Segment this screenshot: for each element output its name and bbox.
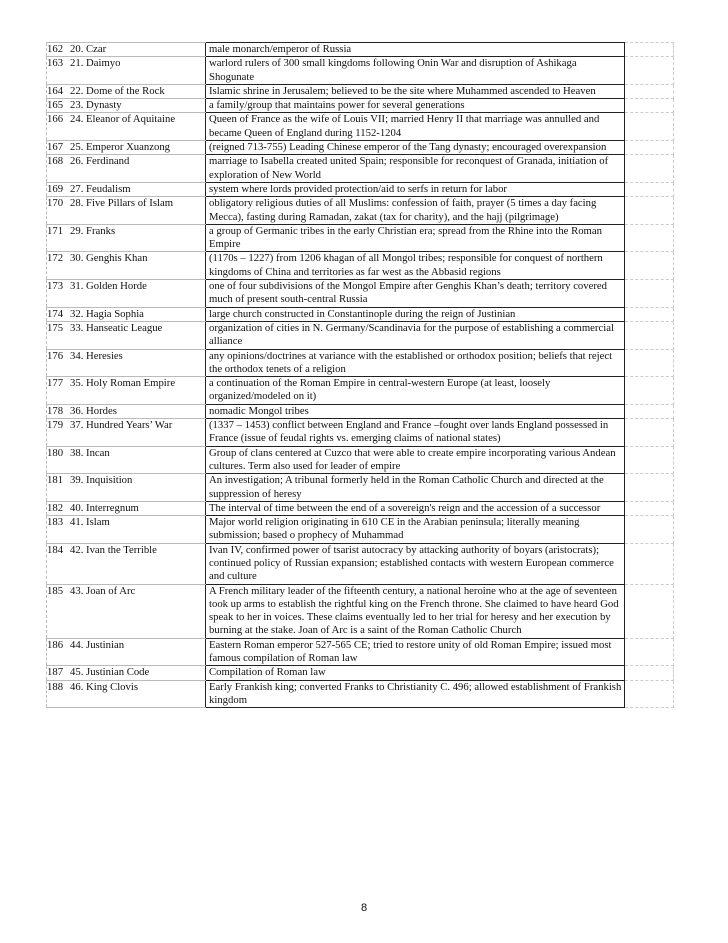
empty-grid-cell — [625, 419, 674, 447]
term-cell: 22. Dome of the Rock — [68, 84, 206, 98]
term-cell: 20. Czar — [68, 43, 206, 57]
row-number-cell: 166 — [47, 113, 69, 141]
term-cell: 24. Eleanor of Aquitaine — [68, 113, 206, 141]
empty-grid-cell — [625, 84, 674, 98]
row-number-cell: 164 — [47, 84, 69, 98]
empty-grid-cell — [625, 280, 674, 308]
definition-cell: An investigation; A tribunal formerly held in the Roman Catholic Church and directed at the suppression of heresy — [206, 474, 625, 502]
table-row — [47, 43, 674, 57]
table-row — [47, 501, 674, 515]
empty-grid-cell — [625, 197, 674, 225]
term-cell: 29. Franks — [68, 224, 206, 252]
empty-grid-cell — [625, 155, 674, 183]
table-row — [47, 543, 674, 584]
empty-grid-cell — [625, 141, 674, 155]
empty-grid-cell — [625, 584, 674, 638]
term-cell: 34. Heresies — [68, 349, 206, 377]
row-number-cell: 176 — [47, 349, 69, 377]
row-number-cell: 173 — [47, 280, 69, 308]
table-row — [47, 638, 674, 666]
empty-grid-cell — [625, 224, 674, 252]
row-number-cell: 185 — [47, 584, 69, 638]
term-cell: 41. Islam — [68, 516, 206, 544]
row-number-cell: 165 — [47, 99, 69, 113]
definition-cell: one of four subdivisions of the Mongol Empire after Genghis Khan’s death; territory covered much of present south-central Russia — [206, 280, 625, 308]
empty-grid-cell — [625, 99, 674, 113]
empty-grid-cell — [625, 543, 674, 584]
table-row — [47, 113, 674, 141]
term-cell: 27. Feudalism — [68, 182, 206, 196]
row-number-cell: 168 — [47, 155, 69, 183]
term-cell: 26. Ferdinand — [68, 155, 206, 183]
term-cell: 30. Genghis Khan — [68, 252, 206, 280]
definition-cell: obligatory religious duties of all Muslims: confession of faith, prayer (5 times a day facing Mecca), fasting during Ramadan, zakat (tax for charity), and the hajj (pilgrimage) — [206, 197, 625, 225]
empty-grid-cell — [625, 182, 674, 196]
row-number-cell: 186 — [47, 638, 69, 666]
definition-cell: Islamic shrine in Jerusalem; believed to be the site where Muhammed ascended to Heaven — [206, 84, 625, 98]
term-cell: 31. Golden Horde — [68, 280, 206, 308]
definition-cell: warlord rulers of 300 small kingdoms following Onin War and disruption of Ashikaga Shogunate — [206, 57, 625, 85]
row-number-cell: 163 — [47, 57, 69, 85]
row-number-cell: 171 — [47, 224, 69, 252]
table-row — [47, 224, 674, 252]
definition-cell: Group of clans centered at Cuzco that were able to create empire incorporating various Andean cultures. Term also used for leader of empire — [206, 446, 625, 474]
empty-grid-cell — [625, 113, 674, 141]
term-cell: 37. Hundred Years’ War — [68, 419, 206, 447]
definition-cell: a continuation of the Roman Empire in central-western Europe (at least, loosely organized/modeled on it) — [206, 377, 625, 405]
empty-grid-cell — [625, 680, 674, 708]
term-cell: 36. Hordes — [68, 404, 206, 418]
definition-cell: large church constructed in Constantinople during the reign of Justinian — [206, 307, 625, 321]
table-row — [47, 404, 674, 418]
row-number-cell: 172 — [47, 252, 69, 280]
definition-cell: (1337 – 1453) conflict between England and France –fought over lands England possessed in France (issue of feudal rights vs. emerging claims of national states) — [206, 419, 625, 447]
glossary-rows — [47, 43, 674, 708]
empty-grid-cell — [625, 252, 674, 280]
empty-grid-cell — [625, 43, 674, 57]
empty-grid-cell — [625, 501, 674, 515]
row-number-cell: 182 — [47, 501, 69, 515]
table-row — [47, 182, 674, 196]
definition-cell: Major world religion originating in 610 CE in the Arabian peninsula; literally meaning submission; based o prophecy of Muhammad — [206, 516, 625, 544]
table-row — [47, 377, 674, 405]
row-number-cell: 162 — [47, 43, 69, 57]
table-row — [47, 419, 674, 447]
table-row — [47, 516, 674, 544]
table-row — [47, 321, 674, 349]
term-cell: 35. Holy Roman Empire — [68, 377, 206, 405]
term-cell: 23. Dynasty — [68, 99, 206, 113]
table-row — [47, 307, 674, 321]
term-cell: 44. Justinian — [68, 638, 206, 666]
row-number-cell: 167 — [47, 141, 69, 155]
table-row — [47, 141, 674, 155]
definition-cell: organization of cities in N. Germany/Scandinavia for the purpose of establishing a commercial alliance — [206, 321, 625, 349]
definition-cell: a family/group that maintains power for several generations — [206, 99, 625, 113]
table-row — [47, 84, 674, 98]
table-row — [47, 57, 674, 85]
empty-grid-cell — [625, 666, 674, 680]
definition-cell: (1170s – 1227) from 1206 khagan of all Mongol tribes; responsible for conquest of northern kingdoms of China and territories as far west as the Abbasid regions — [206, 252, 625, 280]
empty-grid-cell — [625, 349, 674, 377]
definition-cell: any opinions/doctrines at variance with the established or orthodox position; beliefs that reject the orthodox tenets of a religion — [206, 349, 625, 377]
definition-cell: A French military leader of the fifteenth century, a national heroine who at the age of seventeen took up arms to establish the rightful king on the French throne. She claimed to have heard God speak to her in voices. These claims eventually led to her trial for heresy and her execution by burning at the stake. Joan of Arc is a saint of the Roman Catholic Church — [206, 584, 625, 638]
row-number-cell: 187 — [47, 666, 69, 680]
term-cell: 33. Hanseatic League — [68, 321, 206, 349]
table-row — [47, 349, 674, 377]
row-number-cell: 181 — [47, 474, 69, 502]
row-number-cell: 169 — [47, 182, 69, 196]
definition-cell: nomadic Mongol tribes — [206, 404, 625, 418]
empty-grid-cell — [625, 446, 674, 474]
row-number-cell: 179 — [47, 419, 69, 447]
term-cell: 43. Joan of Arc — [68, 584, 206, 638]
definition-cell: Ivan IV, confirmed power of tsarist autocracy by attacking authority of boyars (aristocrats); continued policy of Russian expansion; established contacts with western European commerce and culture — [206, 543, 625, 584]
row-number-cell: 175 — [47, 321, 69, 349]
table-row — [47, 99, 674, 113]
row-number-cell: 177 — [47, 377, 69, 405]
empty-grid-cell — [625, 516, 674, 544]
table-row — [47, 155, 674, 183]
empty-grid-cell — [625, 321, 674, 349]
definition-cell: marriage to Isabella created united Spain; responsible for reconquest of Granada, initiation of exploration of New World — [206, 155, 625, 183]
row-number-cell: 178 — [47, 404, 69, 418]
row-number-cell: 188 — [47, 680, 69, 708]
glossary-table — [46, 42, 674, 708]
row-number-cell: 174 — [47, 307, 69, 321]
definition-cell: Early Frankish king; converted Franks to Christianity C. 496; allowed establishment of Frankish kingdom — [206, 680, 625, 708]
term-cell: 45. Justinian Code — [68, 666, 206, 680]
definition-cell: system where lords provided protection/aid to serfs in return for labor — [206, 182, 625, 196]
table-row — [47, 252, 674, 280]
term-cell: 40. Interregnum — [68, 501, 206, 515]
term-cell: 21. Daimyo — [68, 57, 206, 85]
table-row — [47, 666, 674, 680]
term-cell: 38. Incan — [68, 446, 206, 474]
definition-cell: a group of Germanic tribes in the early Christian era; spread from the Rhine into the Roman Empire — [206, 224, 625, 252]
empty-grid-cell — [625, 404, 674, 418]
empty-grid-cell — [625, 638, 674, 666]
table-row — [47, 280, 674, 308]
term-cell: 39. Inquisition — [68, 474, 206, 502]
table-row — [47, 680, 674, 708]
definition-cell: Eastern Roman emperor 527-565 CE; tried to restore unity of old Roman Empire; issued most famous compilation of Roman law — [206, 638, 625, 666]
term-cell: 42. Ivan the Terrible — [68, 543, 206, 584]
definition-cell: male monarch/emperor of Russia — [206, 43, 625, 57]
row-number-cell: 170 — [47, 197, 69, 225]
table-row — [47, 446, 674, 474]
table-row — [47, 197, 674, 225]
term-cell: 46. King Clovis — [68, 680, 206, 708]
definition-cell: Queen of France as the wife of Louis VII; married Henry II that marriage was annulled and became Queen of England during 1152-1204 — [206, 113, 625, 141]
definition-cell: (reigned 713-755) Leading Chinese emperor of the Tang dynasty; encouraged overexpansion — [206, 141, 625, 155]
term-cell: 25. Emperor Xuanzong — [68, 141, 206, 155]
empty-grid-cell — [625, 57, 674, 85]
empty-grid-cell — [625, 474, 674, 502]
definition-cell: The interval of time between the end of a sovereign's reign and the accession of a successor — [206, 501, 625, 515]
row-number-cell: 184 — [47, 543, 69, 584]
table-row — [47, 474, 674, 502]
empty-grid-cell — [625, 307, 674, 321]
term-cell: 28. Five Pillars of Islam — [68, 197, 206, 225]
row-number-cell: 180 — [47, 446, 69, 474]
table-row — [47, 584, 674, 638]
definition-cell: Compilation of Roman law — [206, 666, 625, 680]
term-cell: 32. Hagia Sophia — [68, 307, 206, 321]
row-number-cell: 183 — [47, 516, 69, 544]
empty-grid-cell — [625, 377, 674, 405]
page-number: 8 — [360, 902, 368, 914]
